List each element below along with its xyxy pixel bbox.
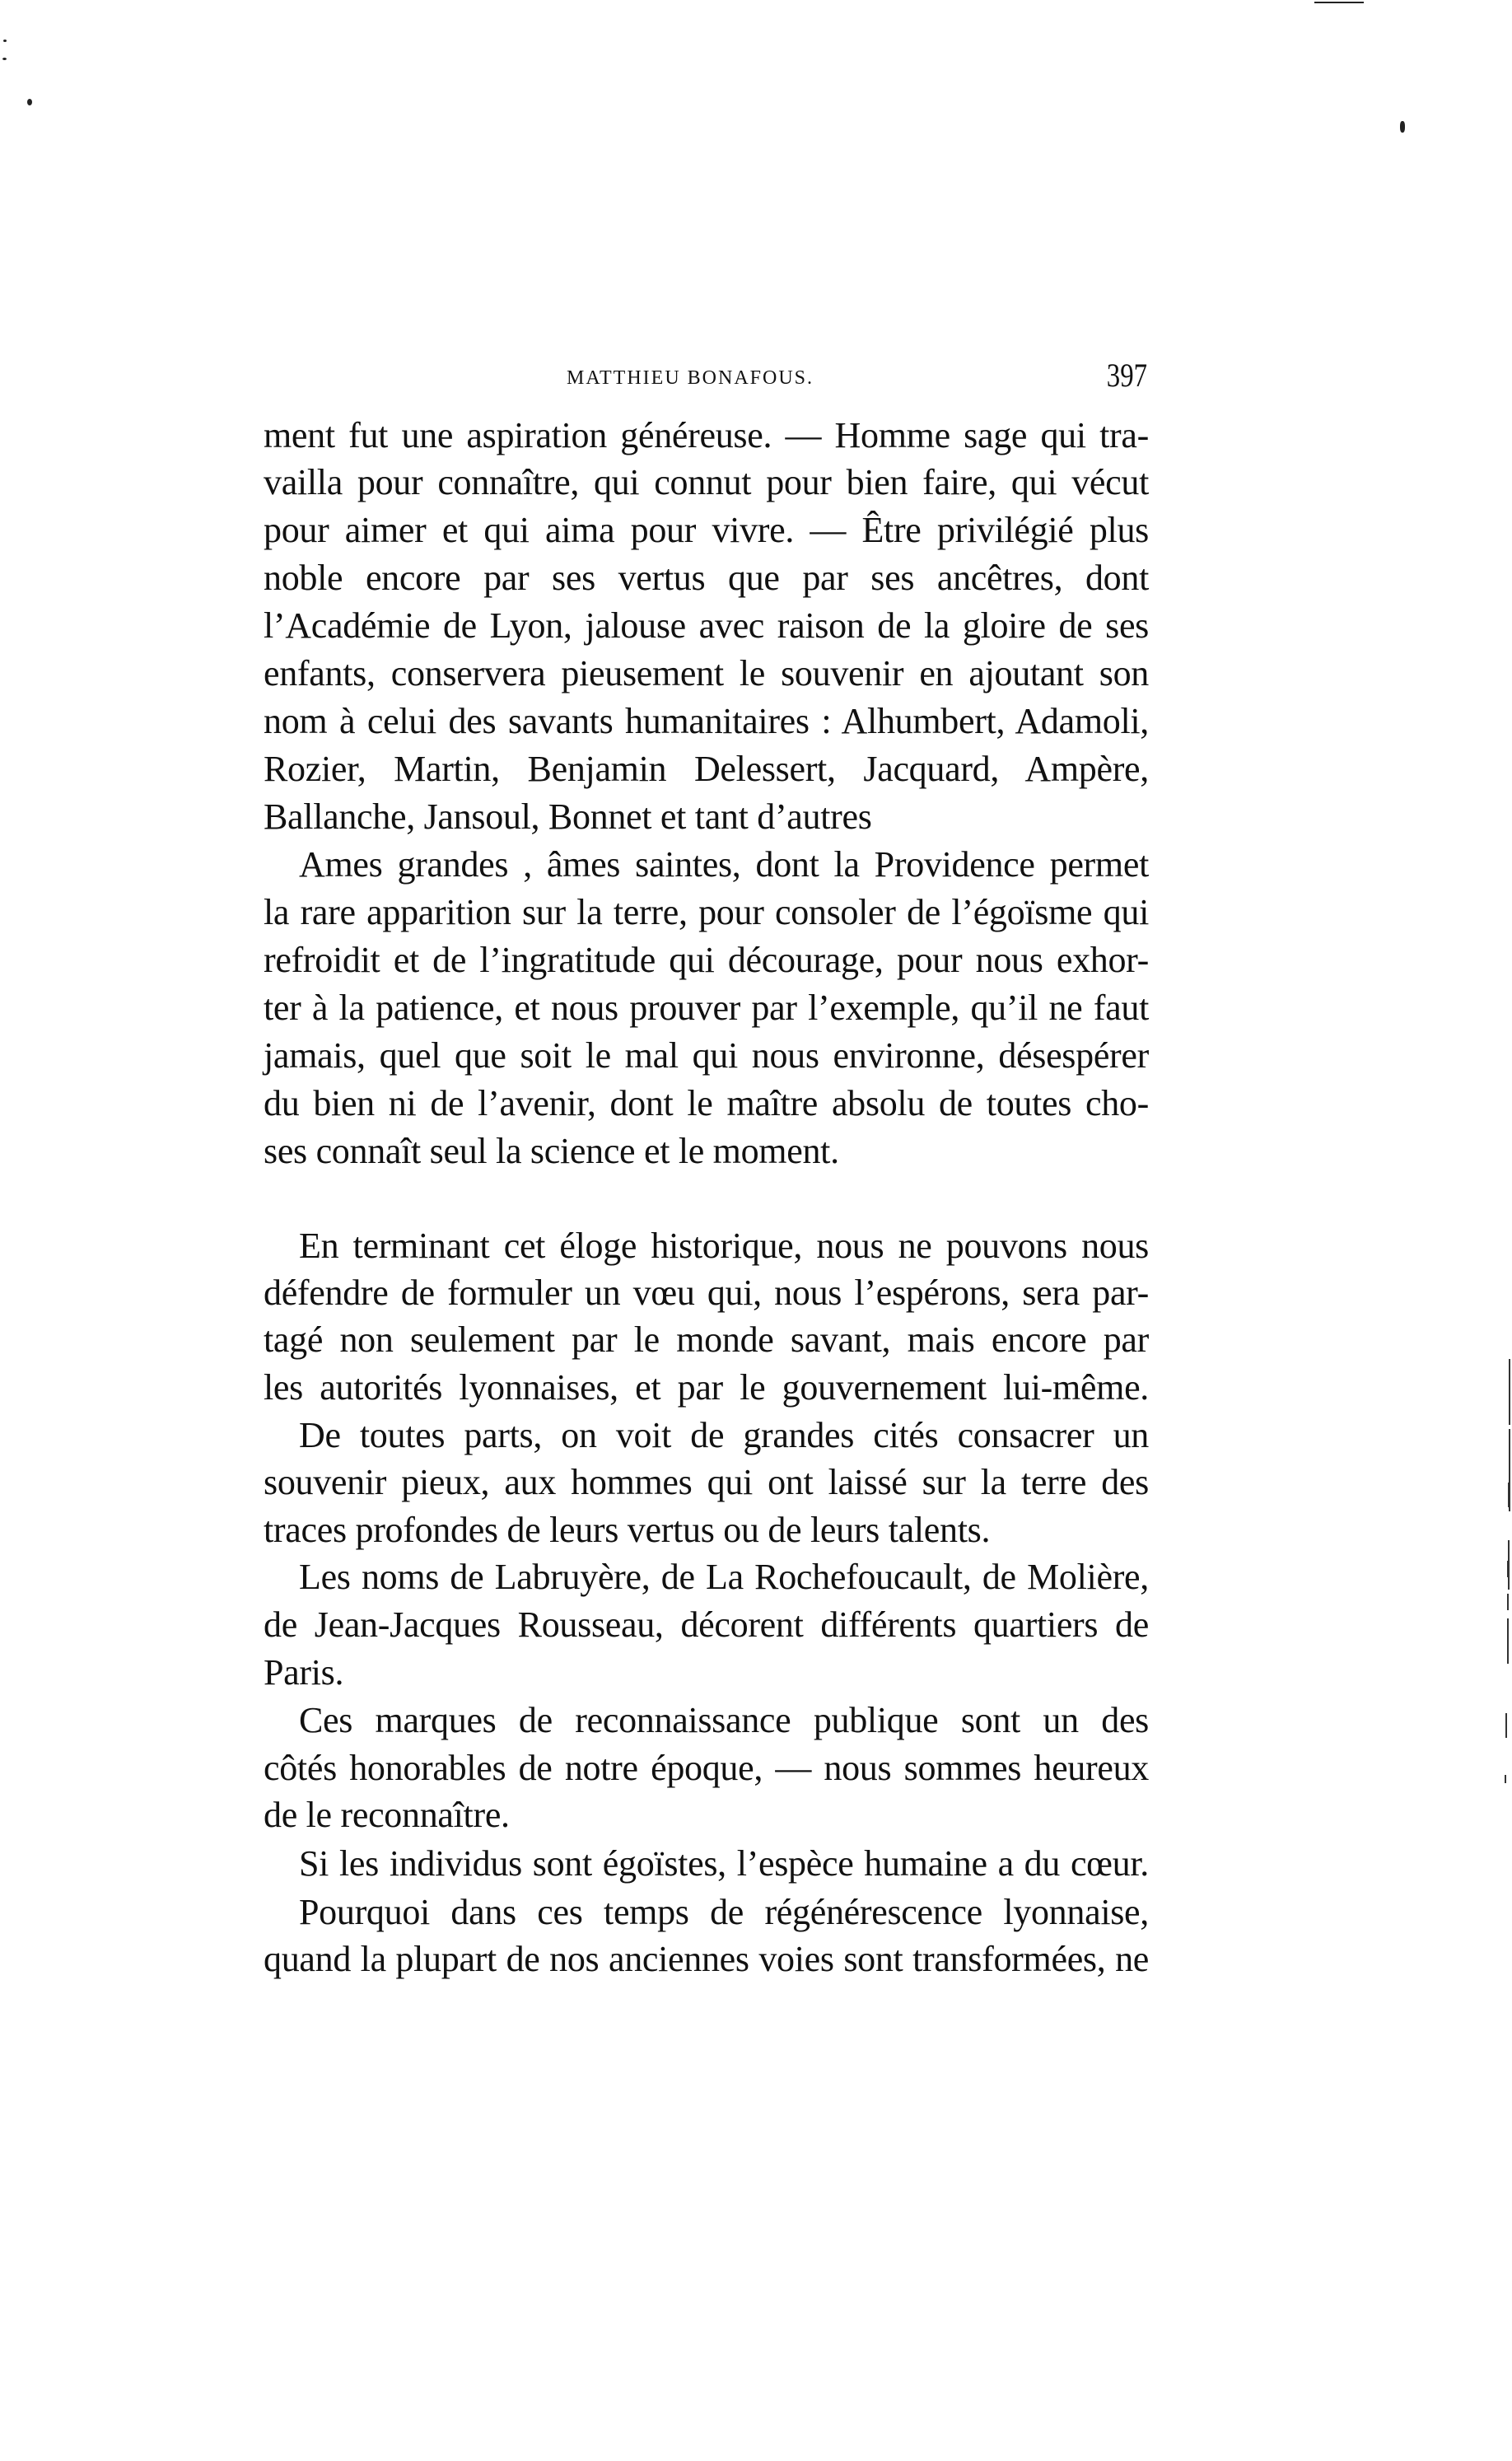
text-line: refroidit et de l’ingratitude qui décourage, pour nous exhor- xyxy=(264,940,1149,980)
edge-mark xyxy=(1509,1359,1510,1425)
text-line: du bien ni de l’avenir, dont le maître absolu de toutes cho- xyxy=(264,1083,1149,1123)
scan-speck xyxy=(27,99,32,105)
text-line: En terminant cet éloge historique, nous ne pouvons nous xyxy=(299,1226,1149,1266)
text-line: souvenir pieux, aux hommes qui ont laissé sur la terre des xyxy=(264,1462,1149,1502)
text-line: Si les individus sont égoïstes, l’espèce humaine a du cœur. xyxy=(299,1843,1149,1884)
text-line: Paris. xyxy=(264,1652,344,1693)
edge-mark xyxy=(1508,1483,1510,1507)
text-line: vailla pour connaître, qui connut pour bien faire, qui vécut xyxy=(264,462,1149,502)
text-line: nom à celui des savants humanitaires : Alhumbert, Adamoli, xyxy=(264,701,1149,741)
text-line: Pourquoi dans ces temps de régénérescence lyonnaise, xyxy=(299,1892,1149,1932)
text-line: Les noms de Labruyère, de La Rochefoucault, de Molière, xyxy=(299,1557,1149,1597)
text-line: de Jean-Jacques Rousseau, décorent différents quartiers de xyxy=(264,1604,1149,1645)
text-line: de le reconnaître. xyxy=(264,1795,510,1835)
text-line: enfants, conservera pieusement le souvenir en ajoutant son xyxy=(264,653,1149,693)
edge-mark xyxy=(1505,1713,1507,1738)
edge-mark xyxy=(1505,1775,1506,1783)
text-line: les autorités lyonnaises, et par le gouvernement lui-même. xyxy=(264,1367,1149,1408)
text-line: quand la plupart de nos anciennes voies sont transformées, ne xyxy=(264,1939,1149,1979)
scan-speck xyxy=(1400,121,1405,133)
edge-mark xyxy=(1507,1594,1509,1610)
text-line: ter à la patience, et nous prouver par l’exemple, qu’il ne faut xyxy=(264,988,1149,1028)
text-line: tagé non seulement par le monde savant, mais encore par xyxy=(264,1319,1149,1360)
text-line: Ames grandes , âmes saintes, dont la Providence permet xyxy=(299,844,1149,885)
text-line: côtés honorables de notre époque, — nous sommes heureux xyxy=(264,1748,1149,1788)
edge-mark xyxy=(1507,1618,1509,1664)
text-line: l’Académie de Lyon, jalouse avec raison de la gloire de ses xyxy=(264,605,1149,646)
page-number: 397 xyxy=(1106,357,1147,394)
running-title: MATTHIEU BONAFOUS. xyxy=(567,367,814,389)
text-line: défendre de formuler un vœu qui, nous l’espérons, sera par- xyxy=(264,1273,1149,1313)
text-line: Ballanche, Jansoul, Bonnet et tant d’autres xyxy=(264,796,872,837)
text-line: Rozier, Martin, Benjamin Delessert, Jacquard, Ampère, xyxy=(264,749,1149,789)
text-line: ment fut une aspiration généreuse. — Homme sage qui tra- xyxy=(264,415,1149,455)
text-line: la rare apparition sur la terre, pour consoler de l’égoïsme qui xyxy=(264,892,1149,932)
scan-speck xyxy=(2,58,7,60)
scan-line xyxy=(1314,2,1364,3)
text-line: traces profondes de leurs vertus ou de leurs talents. xyxy=(264,1510,991,1550)
text-line: pour aimer et qui aima pour vivre. — Être privilégié plus xyxy=(264,510,1149,550)
text-line: De toutes parts, on voit de grandes cités consacrer un xyxy=(299,1415,1149,1455)
text-line: jamais, quel que soit le mal qui nous environne, désespérer xyxy=(264,1035,1149,1076)
scan-speck xyxy=(3,40,7,42)
text-line: noble encore par ses vertus que par ses ancêtres, dont xyxy=(264,558,1149,598)
edge-mark xyxy=(1507,1561,1509,1577)
text-line: Ces marques de reconnaissance publique sont un des xyxy=(299,1700,1149,1740)
text-line: ses connaît seul la science et le moment. xyxy=(264,1131,839,1171)
